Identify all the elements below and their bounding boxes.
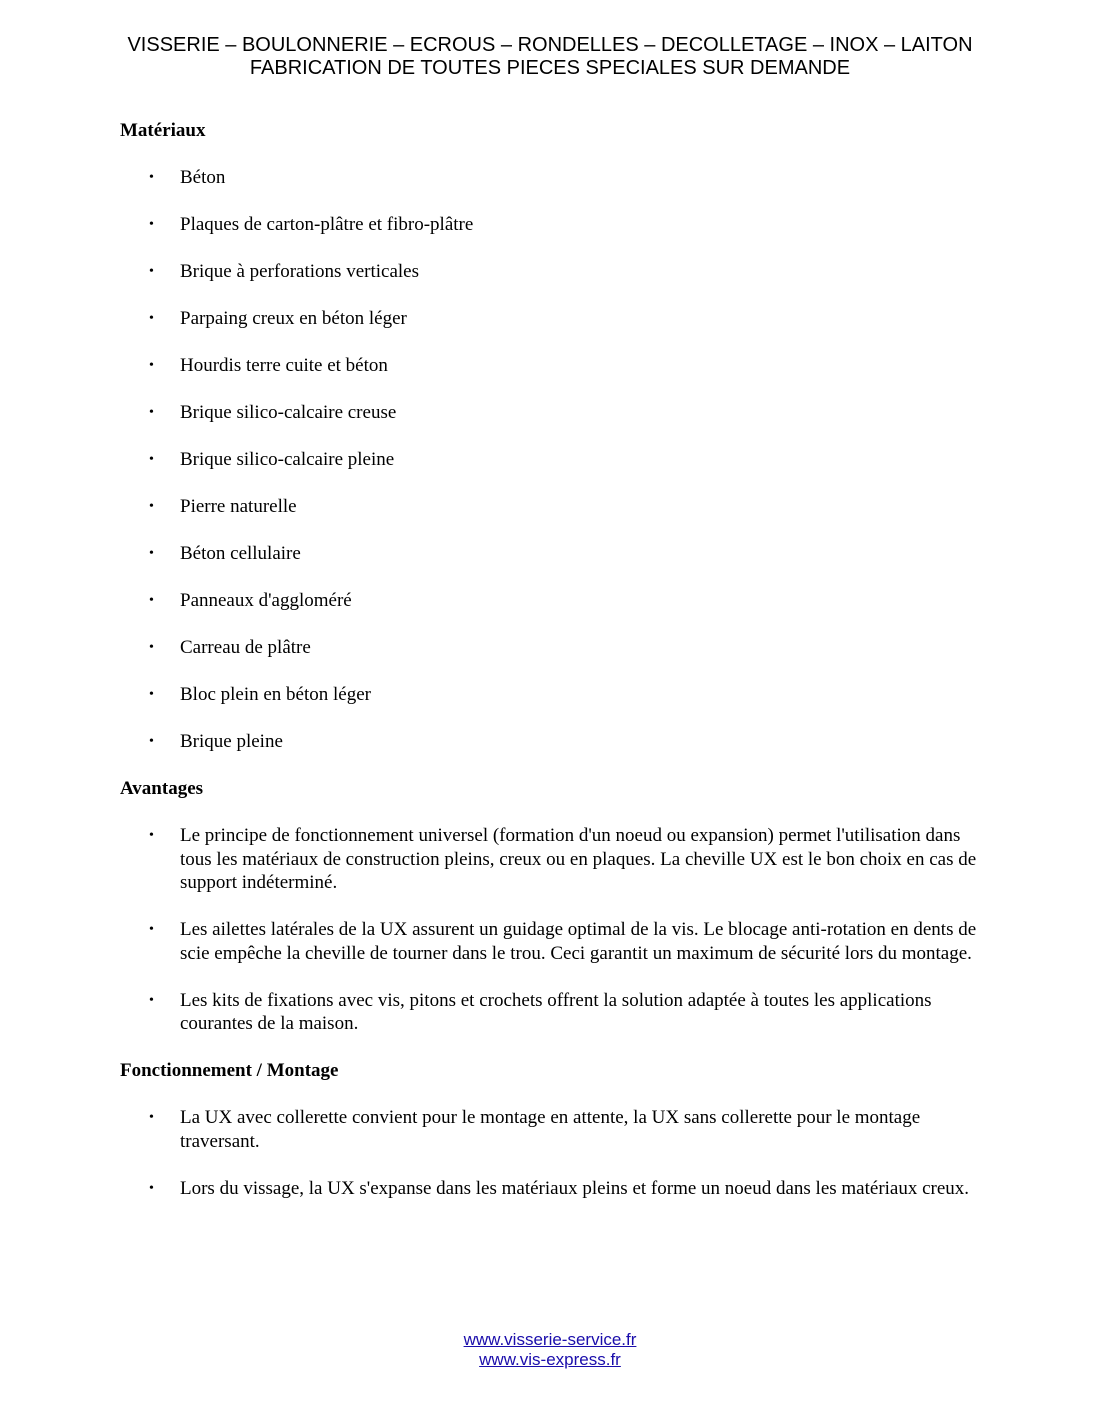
header-line-2: FABRICATION DE TOUTES PIECES SPECIALES SUR DEMANDE <box>249 57 851 79</box>
bullet-icon: • <box>149 170 154 185</box>
montage-list <box>120 1106 980 1200</box>
list-item: • Béton <box>149 167 226 188</box>
list-item: • Pierre naturelle <box>149 496 297 517</box>
page-header <box>0 34 1100 80</box>
bullet-icon: • <box>149 499 154 514</box>
bullet-icon: • <box>149 311 154 326</box>
bullet-icon: • <box>149 1180 154 1196</box>
visserie-service-link[interactable]: www.visserie-service.fr <box>463 1330 637 1349</box>
list-item: • Bloc plein en béton léger <box>149 684 371 705</box>
list-item: • Les kits de fixations avec vis, pitons et crochets offrent la solution adaptée à toutes les applications courantes de la maison. <box>149 989 932 1034</box>
list-item: • Brique silico-calcaire pleine <box>149 449 395 470</box>
vis-express-link[interactable]: www.vis-express.fr <box>479 1350 621 1369</box>
section-title-materiaux: Matériaux <box>120 120 206 141</box>
materiaux-list <box>120 166 980 754</box>
bullet-icon: • <box>149 546 154 561</box>
document-body <box>120 119 980 1224</box>
bullet-icon: • <box>149 358 154 373</box>
bullet-icon: • <box>149 922 154 937</box>
list-item: • Parpaing creux en béton léger <box>149 308 407 329</box>
bullet-icon: • <box>149 593 154 608</box>
list-item: • Le principe de fonctionnement universel (formation d'un noeud ou expansion) permet l'utilisation dans tous les matériaux de construction pleins, creux ou en plaques. La cheville UX est le bon choix en cas de support indéterminé. <box>149 825 977 893</box>
list-item: • Carreau de plâtre <box>149 637 311 658</box>
list-item: • Brique à perforations verticales <box>149 261 419 282</box>
bullet-icon: • <box>149 828 154 843</box>
list-item: • Plaques de carton-plâtre et fibro-plâtre <box>149 214 474 235</box>
bullet-icon: • <box>149 640 154 655</box>
bullet-icon: • <box>149 264 154 279</box>
bullet-icon: • <box>149 992 154 1008</box>
section-title-avantages: Avantages <box>120 778 204 799</box>
bullet-icon: • <box>149 734 154 749</box>
bullet-icon: • <box>149 687 154 702</box>
header-line-1: VISSERIE – BOULONNERIE – ECROUS – RONDELLES – DECOLLETAGE – INOX – LAITON <box>127 34 973 56</box>
bullet-icon: • <box>149 1110 154 1125</box>
list-item: • Hourdis terre cuite et béton <box>149 355 388 376</box>
list-item: • Les ailettes latérales de la UX assurent un guidage optimal de la vis. Le blocage anti-rotation en dents de scie empêche la cheville de tourner dans le trou. Ceci garantit un maximum de sécurité lors du montage. <box>149 919 977 964</box>
list-item: • Béton cellulaire <box>149 543 301 564</box>
list-item: • Panneaux d'aggloméré <box>149 590 352 611</box>
bullet-icon: • <box>149 217 154 232</box>
section-title-montage: Fonctionnement / Montage <box>120 1060 339 1081</box>
list-item: • Brique pleine <box>149 731 283 752</box>
list-item: • La UX avec collerette convient pour le montage en attente, la UX sans collerette pour le montage traversant. <box>149 1107 921 1152</box>
bullet-icon: • <box>149 452 154 467</box>
page-footer <box>0 1330 1100 1370</box>
list-item: • Brique silico-calcaire creuse <box>149 402 397 423</box>
list-item: • Lors du vissage, la UX s'expanse dans les matériaux pleins et forme un noeud dans les matériaux creux. <box>149 1177 970 1199</box>
bullet-icon: • <box>149 405 154 420</box>
avantages-list <box>120 824 980 1036</box>
